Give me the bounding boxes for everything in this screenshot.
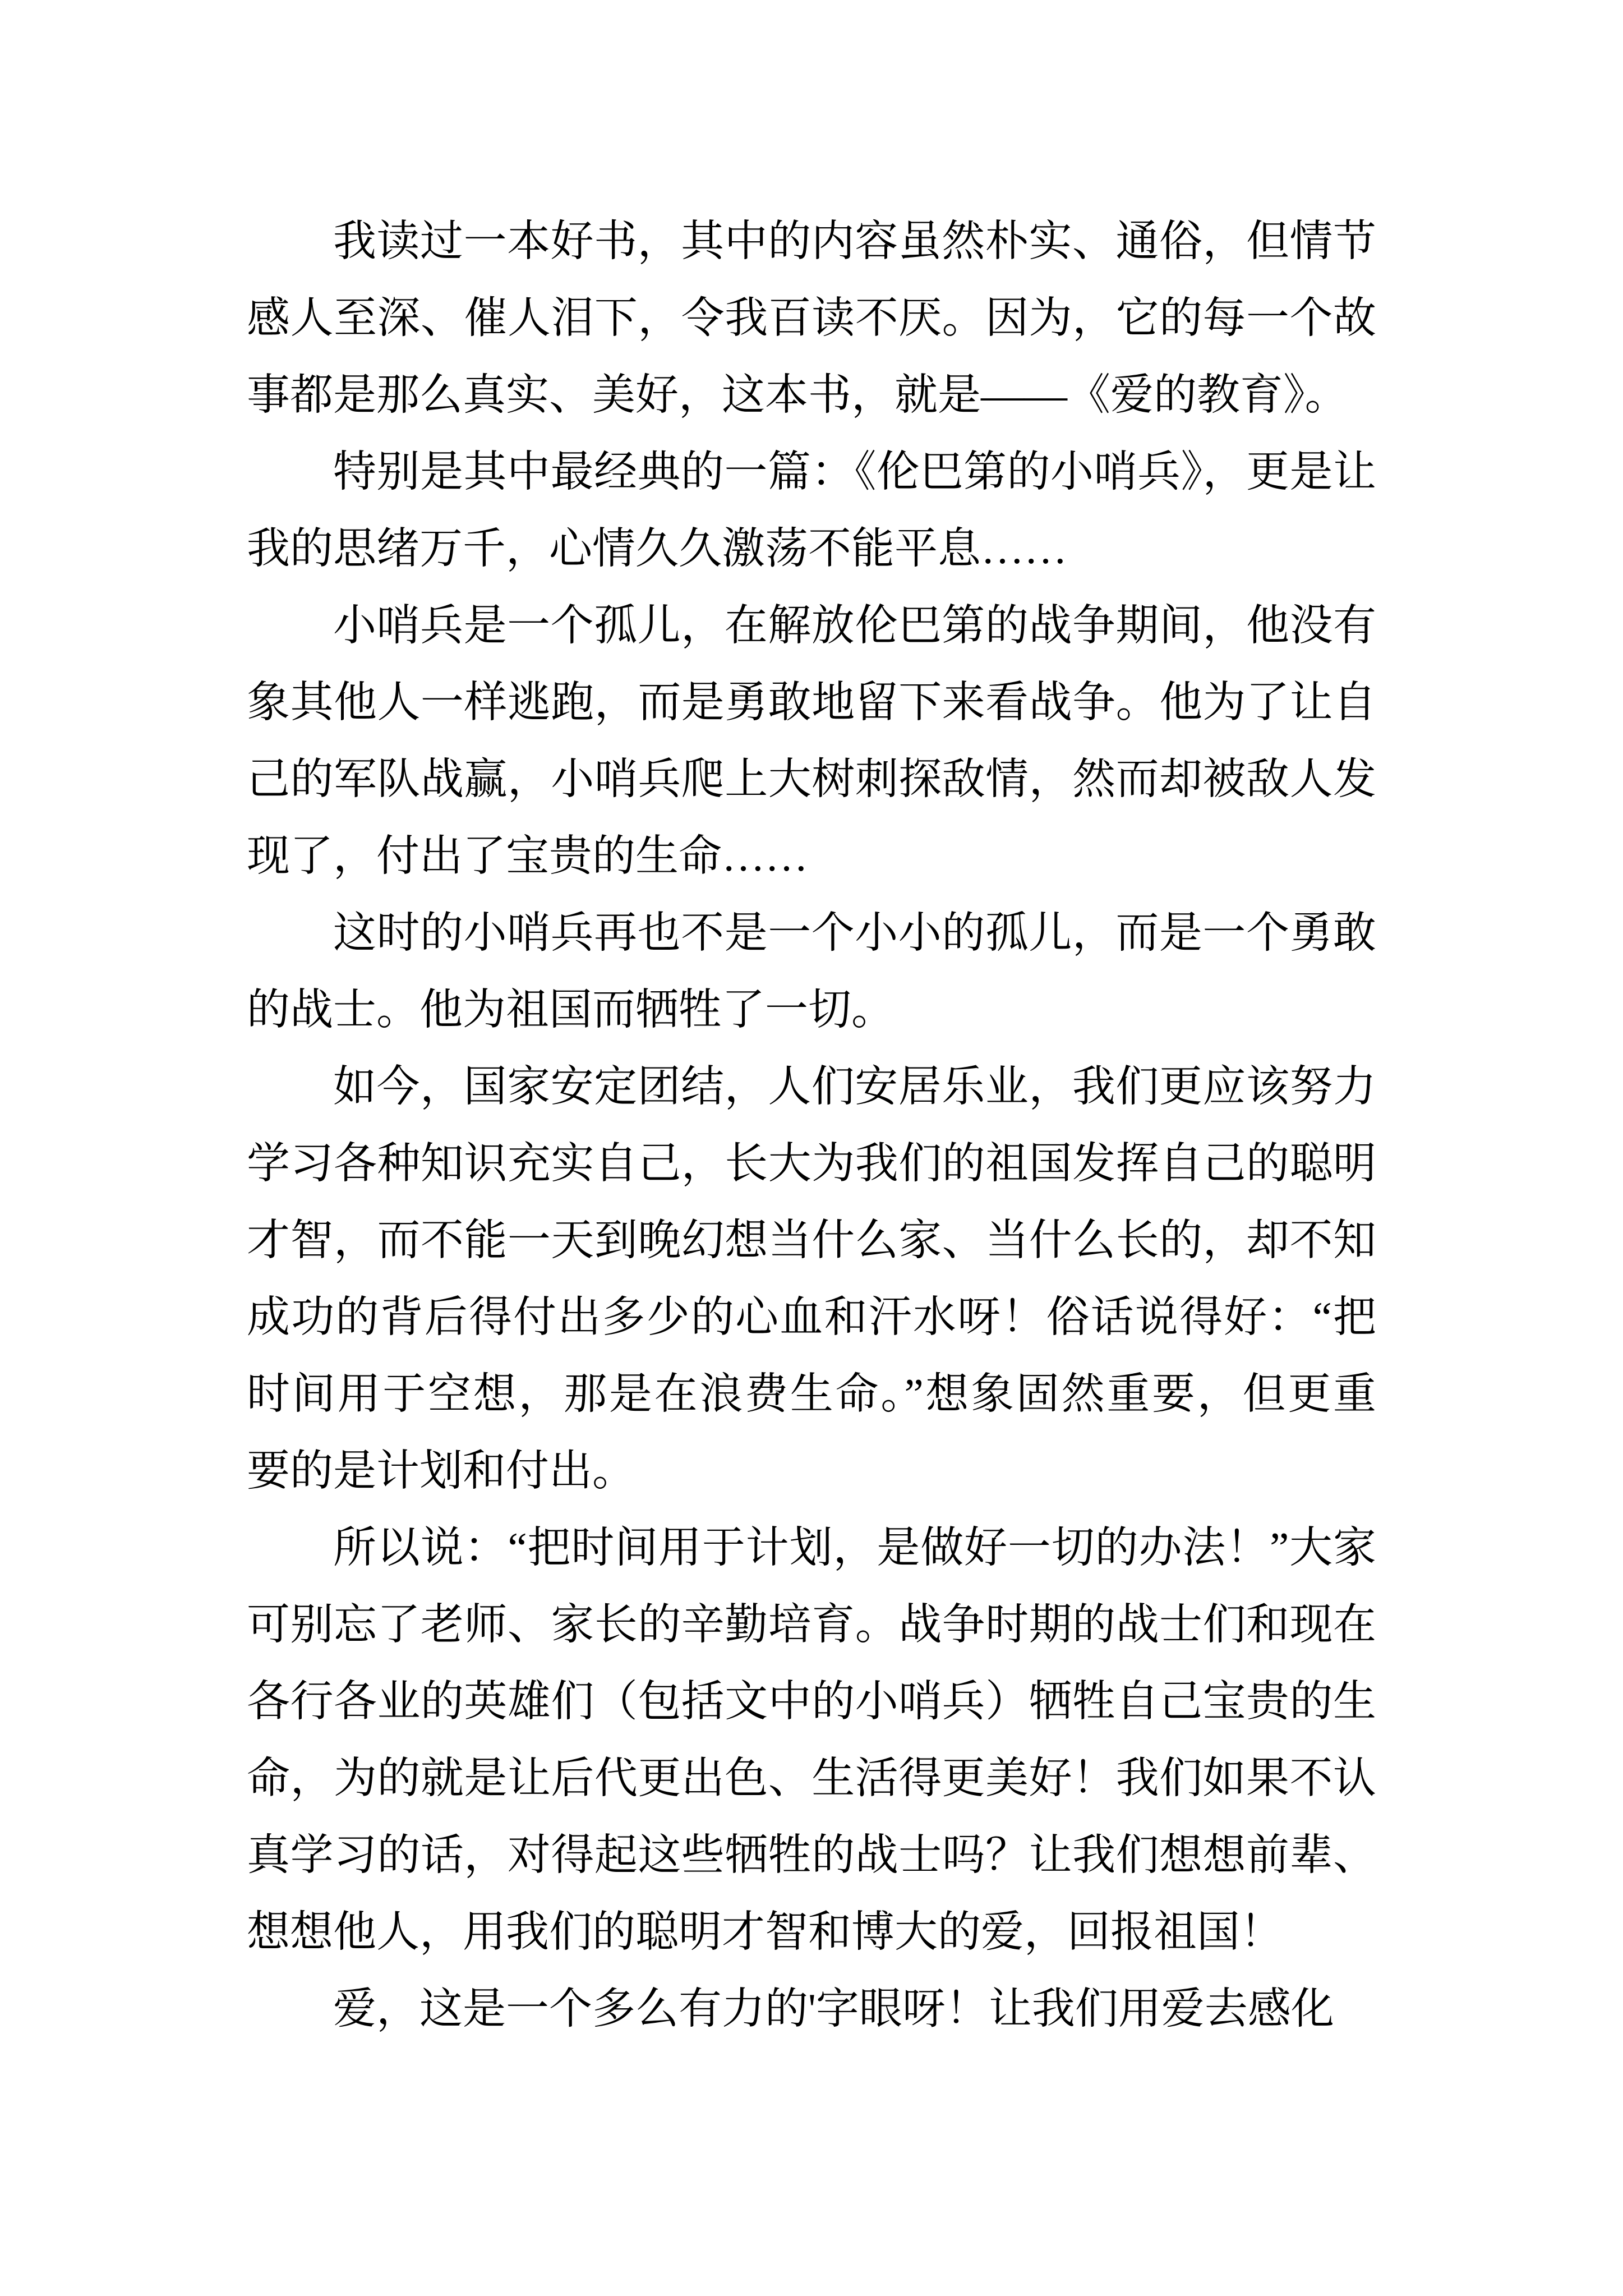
paragraph xyxy=(247,587,1376,895)
document-body xyxy=(247,203,1376,2047)
text-line: 才智，而不能一天到晚幻想当什么家、当什么长的，却不知 xyxy=(247,1216,1376,1264)
text-line: 学习各种知识充实自己，长大为我们的祖国发挥自己的聪明 xyxy=(247,1139,1376,1188)
paragraph xyxy=(247,1048,1376,1510)
text-line: 小哨兵是一个孤儿，在解放伦巴第的战争期间，他没有 xyxy=(333,601,1376,650)
text-line: 成功的背后得付出多少的心血和汗水呀！俗话说得好：“把 xyxy=(247,1293,1376,1341)
text-line: 象其他人一样逃跑，而是勇敢地留下来看战争。他为了让自 xyxy=(247,678,1376,726)
text-line: 现了，付出了宝贵的生命…… xyxy=(247,832,808,880)
paragraph xyxy=(247,203,1376,434)
paragraph xyxy=(247,434,1376,587)
text-line: 特别是其中最经典的一篇：《伦巴第的小哨兵》，更是让 xyxy=(333,448,1376,496)
text-line: 事都是那么真实、美好，这本书，就是——《爱的教育》。 xyxy=(247,371,1348,419)
text-line: 的战士。他为祖国而牺牲了一切。 xyxy=(247,986,895,1034)
text-line: 所以说：“把时间用于计划，是做好一切的办法！”大家 xyxy=(333,1524,1376,1572)
text-line: 要的是计划和付出。 xyxy=(247,1447,635,1495)
text-line: 各行各业的英雄们（包括文中的小哨兵）牺牲自己宝贵的生 xyxy=(247,1677,1376,1726)
text-line: 真学习的话，对得起这些牺牲的战士吗？让我们想想前辈、 xyxy=(247,1831,1376,1879)
text-line: 我读过一本好书，其中的内容虽然朴实、通俗，但情节 xyxy=(333,217,1376,265)
text-line: 时间用于空想，那是在浪费生命。”想象固然重要，但更重 xyxy=(247,1370,1376,1418)
text-line: 如今，国家安定团结，人们安居乐业，我们更应该努力 xyxy=(333,1062,1376,1111)
text-line: 己的军队战赢，小哨兵爬上大树刺探敌情，然而却被敌人发 xyxy=(247,755,1376,803)
paragraph xyxy=(247,1971,1376,2047)
text-line: 想想他人，用我们的聪明才智和博大的爱，回报祖国！ xyxy=(247,1908,1283,1956)
text-line: 可别忘了老师、家长的辛勤培育。战争时期的战士们和现在 xyxy=(247,1600,1376,1649)
text-line: 命，为的就是让后代更出色、生活得更美好！我们如果不认 xyxy=(247,1754,1376,1802)
text-line: 感人至深、催人泪下，令我百读不厌。因为，它的每一个故 xyxy=(247,294,1376,342)
paragraph xyxy=(247,1510,1376,1971)
text-line: 我的思绪万千，心情久久激荡不能平息…… xyxy=(247,524,1067,573)
paragraph xyxy=(247,895,1376,1048)
text-line: 爱，这是一个多么有力的'字眼呀！让我们用爱去感化 xyxy=(333,1985,1334,2033)
text-line: 这时的小哨兵再也不是一个小小的孤儿，而是一个勇敢 xyxy=(333,909,1376,957)
